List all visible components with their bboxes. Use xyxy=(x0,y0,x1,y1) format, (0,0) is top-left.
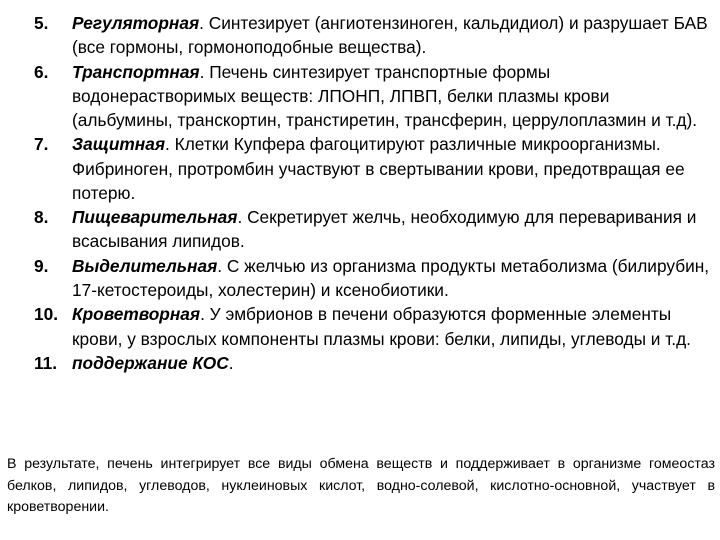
list-item xyxy=(34,254,710,302)
list-item xyxy=(34,205,710,253)
item-number: 10. xyxy=(34,304,59,325)
item-number: 5. xyxy=(34,13,49,33)
item-number: 7. xyxy=(34,134,49,155)
function-description: . У эмбрионов в печени образуются форменные элементы крови, у взрослых компоненты плазмы крови: белки, липиды, углеводы и т.д. xyxy=(72,304,691,349)
list-item xyxy=(34,351,710,375)
liver-functions-list xyxy=(34,11,710,375)
function-term: Регуляторная xyxy=(72,13,200,33)
function-description: . С желчью из организма продукты метаболизма (билирубин, 17-кетостероиды, холестерин) и ксенобиотики. xyxy=(72,255,710,300)
function-term: Защитная xyxy=(72,134,166,155)
function-term: поддержание КОС xyxy=(72,352,229,373)
item-number: 8. xyxy=(34,207,49,228)
function-description: . Синтезирует (ангиотензиноген, кальдидиол) и разрушает БАВ (все гормоны, гормоноподобные вещества). xyxy=(72,13,708,58)
list-item xyxy=(34,302,710,350)
item-number: 6. xyxy=(34,61,49,82)
function-description: . Печень синтезирует транспортные формы водонерастворимых веществ: ЛПОНП, ЛПВП, белки плазмы крови (альбумины, транскортин, транстиретин, трансферин, церрулоплазмин и т.д). xyxy=(72,61,698,130)
function-term: Выделительная xyxy=(72,255,218,276)
summary-paragraph: В результате, печень интегрирует все виды обмена веществ и поддерживает в организме гомеостаз белков, липидов, углеводов, нуклеиновых кислот, водно-солевой, кислотно-основной, участвует в кроветворении. xyxy=(7,456,715,515)
list-item xyxy=(34,11,710,59)
item-number: 11. xyxy=(34,352,58,373)
function-term: Кроветворная xyxy=(72,304,201,325)
function-description: . Секретирует желчь, необходимую для переваривания и всасывания липидов. xyxy=(72,207,697,252)
list-item xyxy=(34,60,710,133)
function-term: Пищеварительная xyxy=(72,207,238,228)
item-number: 9. xyxy=(34,255,49,276)
list-item xyxy=(34,132,710,205)
function-term: Транспортная xyxy=(72,61,200,82)
function-description: . Клетки Купфера фагоцитируют различные микроорганизмы. Фибриноген, протромбин участвуют в свертывании крови, предотвращая ее потерю. xyxy=(72,134,685,203)
function-description: . xyxy=(228,352,234,373)
